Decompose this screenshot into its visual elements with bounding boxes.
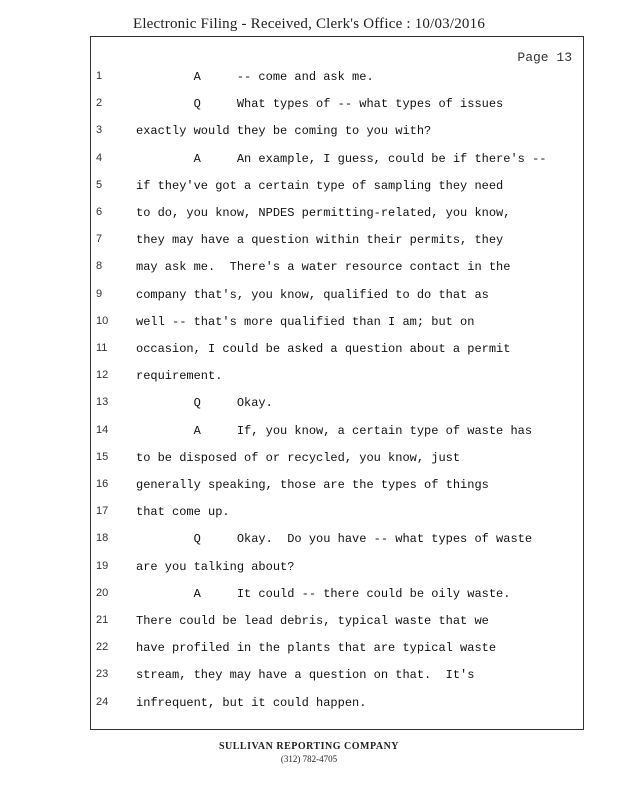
transcript-line — [0, 97, 618, 124]
line-number: 21 — [96, 614, 109, 626]
line-text: stream, they may have a question on that. It's — [136, 668, 475, 683]
line-number: 6 — [96, 206, 103, 218]
transcript-line — [0, 587, 618, 614]
page-frame-top — [90, 36, 584, 37]
transcript-line — [0, 505, 618, 532]
line-text: if they've got a certain type of sampling they need — [136, 178, 504, 193]
transcript-line — [0, 641, 618, 668]
line-text: infrequent, but it could happen. — [136, 695, 367, 710]
filing-stamp: Electronic Filing - Received, Clerk's Office : 10/03/2016 — [132, 16, 486, 32]
transcript-line — [0, 614, 618, 641]
line-text: exactly would they be coming to you with? — [136, 124, 432, 139]
line-text: company that's, you know, qualified to do that as — [136, 287, 489, 302]
line-number: 14 — [96, 423, 109, 436]
line-text: to be disposed of or recycled, you know, just — [136, 450, 461, 465]
transcript-line — [0, 152, 618, 179]
transcript-line — [0, 288, 618, 315]
line-number: 4 — [96, 151, 103, 164]
line-number: 13 — [96, 396, 109, 409]
transcript-line — [0, 342, 618, 369]
line-text: that come up. — [136, 505, 230, 520]
line-number: 5 — [96, 178, 103, 191]
line-number: 18 — [96, 532, 109, 545]
transcript-line — [0, 179, 618, 206]
line-text: There could be lead debris, typical waste that we — [136, 614, 489, 628]
transcript-line — [0, 206, 618, 233]
line-text: to do, you know, NPDES permitting-related, you know, — [136, 206, 511, 220]
line-number: 19 — [96, 559, 109, 572]
transcript-line — [0, 124, 618, 151]
line-text: requirement. — [136, 369, 223, 384]
transcript-line — [0, 424, 618, 451]
line-number: 9 — [96, 287, 103, 300]
line-number: 16 — [96, 478, 109, 490]
line-text: may ask me. There's a water resource contact in the — [136, 260, 511, 275]
line-number: 1 — [96, 70, 103, 82]
line-text: are you talking about? — [136, 559, 295, 574]
transcript-line — [0, 696, 618, 723]
transcript-line — [0, 369, 618, 396]
line-number: 10 — [96, 314, 109, 327]
transcript-line — [0, 396, 618, 423]
transcript-line — [0, 70, 618, 97]
line-number: 11 — [96, 342, 108, 354]
line-number: 2 — [96, 97, 103, 110]
line-text: A An example, I guess, could be if there's -- — [136, 151, 547, 166]
line-text: Q What types of -- what types of issues — [136, 97, 504, 112]
transcript-line — [0, 668, 618, 695]
line-text: well -- that's more qualified than I am; but on — [136, 314, 475, 329]
line-text: Q Okay. — [136, 396, 273, 411]
line-number: 17 — [96, 505, 109, 518]
footer-company: SULLIVAN REPORTING COMPANY — [218, 741, 400, 752]
line-number: 24 — [96, 695, 109, 708]
line-number: 3 — [96, 124, 103, 137]
page-frame-bottom — [90, 729, 584, 730]
line-text: they may have a question within their permits, they — [136, 233, 504, 248]
line-number: 20 — [96, 586, 109, 599]
transcript-line — [0, 532, 618, 559]
line-number: 23 — [96, 668, 109, 681]
line-text: Q Okay. Do you have -- what types of waste — [136, 532, 533, 547]
transcript-line — [0, 260, 618, 287]
transcript-line — [0, 315, 618, 342]
line-text: A It could -- there could be oily waste. — [136, 586, 511, 601]
page-number: Page 13 — [517, 50, 572, 65]
line-number: 7 — [96, 233, 103, 246]
line-text: have profiled in the plants that are typical waste — [136, 641, 497, 656]
transcript-line — [0, 233, 618, 260]
transcript-line — [0, 560, 618, 587]
line-number: 12 — [96, 369, 109, 382]
footer-phone: (312) 782-4705 — [280, 754, 338, 764]
line-text: A If, you know, a certain type of waste has — [136, 423, 533, 438]
line-text: generally speaking, those are the types of things — [136, 478, 489, 492]
line-number: 22 — [96, 641, 109, 654]
line-number: 8 — [96, 260, 103, 273]
line-number: 15 — [96, 450, 109, 463]
transcript-line — [0, 451, 618, 478]
line-text: occasion, I could be asked a question about a permit — [136, 342, 511, 356]
line-text: A -- come and ask me. — [136, 70, 374, 84]
transcript-line — [0, 478, 618, 505]
